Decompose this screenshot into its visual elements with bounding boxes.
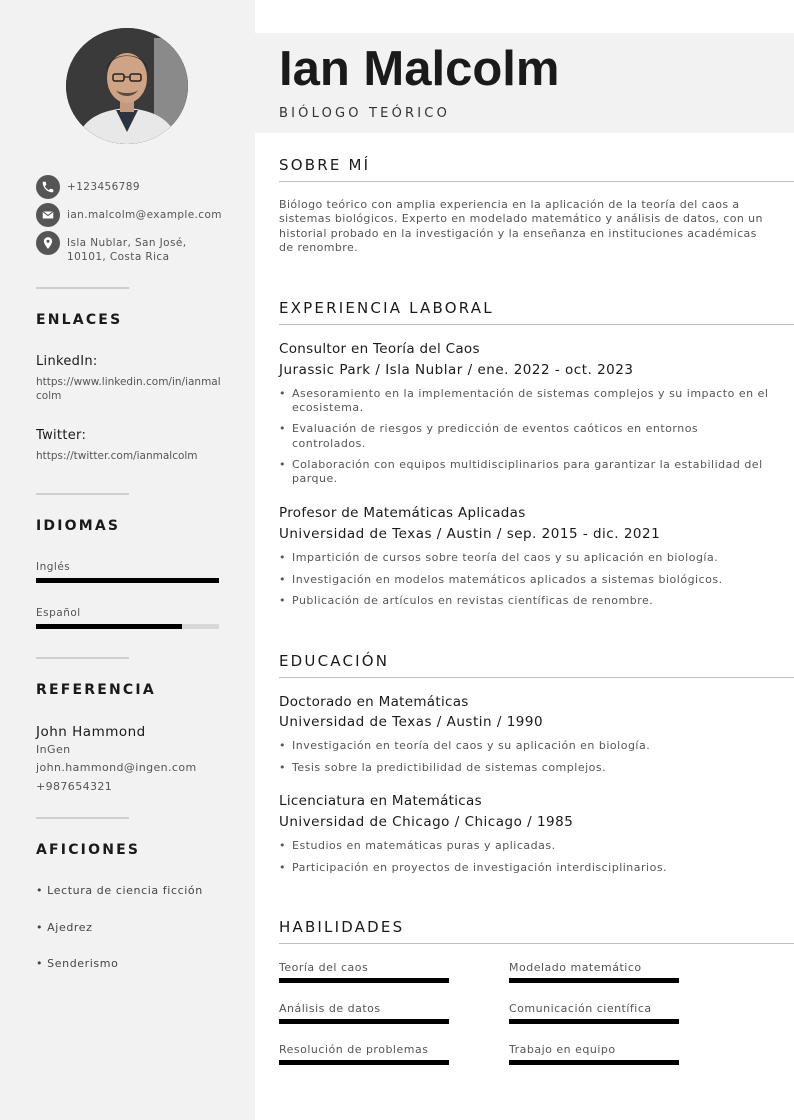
experience-heading: EXPERIENCIA LABORAL bbox=[279, 299, 494, 317]
education-heading: EDUCACIÓN bbox=[279, 652, 390, 670]
education-bullets bbox=[279, 739, 769, 775]
skill-level-bar bbox=[509, 978, 679, 983]
skill-name: Análisis de datos bbox=[279, 1002, 381, 1015]
skill-name: Comunicación científica bbox=[509, 1002, 652, 1015]
experience-bullets bbox=[279, 551, 769, 609]
experience-subtitle: Universidad de Texas / Austin / sep. 2015 - dic. 2021 bbox=[279, 526, 661, 542]
bullet-item: • Impartición de cursos sobre teoría del caos y su aplicación en biología. bbox=[279, 551, 769, 565]
contact-email-text: ian.malcolm@example.com bbox=[67, 209, 222, 221]
bullet-item: • Tesis sobre la predictibilidad de sistemas complejos. bbox=[279, 761, 769, 775]
location-pin-icon bbox=[36, 231, 60, 255]
about-heading: SOBRE MÍ bbox=[279, 156, 371, 174]
profile-photo-image bbox=[66, 28, 188, 144]
language-name: Inglés bbox=[36, 561, 71, 573]
experience-subtitle: Jurassic Park / Isla Nublar / ene. 2022 - oct. 2023 bbox=[279, 362, 634, 378]
language-level-bar bbox=[36, 578, 219, 583]
contact-phone-text: +123456789 bbox=[67, 181, 140, 193]
bullet-item: • Asesoramiento en la implementación de sistemas complejos y su impacto en el ecosistema. bbox=[279, 387, 769, 415]
hobby-item: • Senderismo bbox=[36, 957, 119, 970]
reference-heading: REFERENCIA bbox=[36, 682, 156, 698]
languages-heading: IDIOMAS bbox=[36, 518, 121, 534]
divider bbox=[36, 493, 129, 495]
divider bbox=[36, 657, 129, 659]
bullet-item: • Publicación de artículos en revistas científicas de renombre. bbox=[279, 594, 769, 608]
linkedin-label: LinkedIn: bbox=[36, 354, 98, 369]
address-line-1: Isla Nublar, San José, bbox=[67, 237, 187, 249]
contact-address-text bbox=[67, 231, 186, 264]
divider bbox=[36, 287, 129, 289]
experience-bullets bbox=[279, 387, 769, 486]
section-rule bbox=[279, 181, 794, 182]
main-content bbox=[255, 0, 794, 1120]
skill-level-bar bbox=[279, 1019, 449, 1024]
twitter-label: Twitter: bbox=[36, 428, 87, 443]
section-rule bbox=[279, 324, 794, 325]
bullet-item: • Estudios en matemáticas puras y aplicadas. bbox=[279, 839, 769, 853]
profile-photo bbox=[66, 28, 188, 144]
twitter-link[interactable]: https://twitter.com/ianmalcolm bbox=[36, 450, 198, 462]
skill-level-bar bbox=[279, 978, 449, 983]
skill-level-bar bbox=[279, 1060, 449, 1065]
education-title: Doctorado en Matemáticas bbox=[279, 694, 469, 710]
phone-icon bbox=[36, 175, 60, 199]
experience-title: Profesor de Matemáticas Aplicadas bbox=[279, 505, 526, 521]
bullet-item: • Evaluación de riesgos y predicción de eventos caóticos en entornos controlados. bbox=[279, 422, 769, 450]
linkedin-link[interactable]: https://www.linkedin.com/in/ianmalcolm bbox=[36, 376, 221, 402]
skill-level-bar bbox=[509, 1060, 679, 1065]
reference-phone: +987654321 bbox=[36, 780, 113, 793]
bullet-item: • Participación en proyectos de investigación interdisciplinarios. bbox=[279, 861, 769, 875]
section-rule bbox=[279, 943, 794, 944]
language-name: Español bbox=[36, 607, 81, 619]
bullet-item: • Investigación en teoría del caos y su aplicación en biología. bbox=[279, 739, 769, 753]
sidebar bbox=[0, 0, 255, 1120]
reference-company: InGen bbox=[36, 743, 71, 756]
skills-heading: HABILIDADES bbox=[279, 918, 405, 936]
skill-name: Modelado matemático bbox=[509, 961, 642, 974]
links-heading: ENLACES bbox=[36, 312, 123, 328]
reference-email: john.hammond@ingen.com bbox=[36, 761, 197, 774]
candidate-name: Ian Malcolm bbox=[279, 42, 560, 96]
skill-level-bar bbox=[509, 1019, 679, 1024]
address-line-2: 10101, Costa Rica bbox=[67, 251, 170, 263]
skill-name: Resolución de problemas bbox=[279, 1043, 429, 1056]
education-subtitle: Universidad de Texas / Austin / 1990 bbox=[279, 714, 544, 730]
language-level-fill bbox=[36, 578, 219, 583]
experience-title: Consultor en Teoría del Caos bbox=[279, 341, 480, 357]
education-subtitle: Universidad de Chicago / Chicago / 1985 bbox=[279, 814, 574, 830]
bullet-item: • Colaboración con equipos multidisciplinarios para garantizar la estabilidad del parque. bbox=[279, 458, 769, 486]
language-level-bar bbox=[36, 624, 219, 629]
hobby-item: • Ajedrez bbox=[36, 921, 93, 934]
education-bullets bbox=[279, 839, 769, 875]
bullet-item: • Investigación en modelos matemáticos aplicados a sistemas biológicos. bbox=[279, 573, 769, 587]
reference-name: John Hammond bbox=[36, 724, 146, 740]
about-text: Biólogo teórico con amplia experiencia en la aplicación de la teoría del caos a sistemas biológicos. Experto en modelado matemático y análisis de datos, con un historial probado en la investigación y la enseñanza en instituciones académicas de renombre. bbox=[279, 198, 763, 255]
mail-icon bbox=[36, 203, 60, 227]
hobby-item: • Lectura de ciencia ficción bbox=[36, 884, 203, 897]
contact-address bbox=[36, 231, 186, 264]
skill-name: Teoría del caos bbox=[279, 961, 369, 974]
language-level-fill bbox=[36, 624, 182, 629]
divider bbox=[36, 817, 129, 819]
section-rule bbox=[279, 677, 794, 678]
candidate-role: BIÓLOGO TEÓRICO bbox=[279, 106, 450, 121]
hobbies-heading: AFICIONES bbox=[36, 842, 141, 858]
skill-name: Trabajo en equipo bbox=[509, 1043, 616, 1056]
contact-phone bbox=[36, 175, 140, 199]
contact-email bbox=[36, 203, 222, 227]
education-title: Licenciatura en Matemáticas bbox=[279, 793, 482, 809]
